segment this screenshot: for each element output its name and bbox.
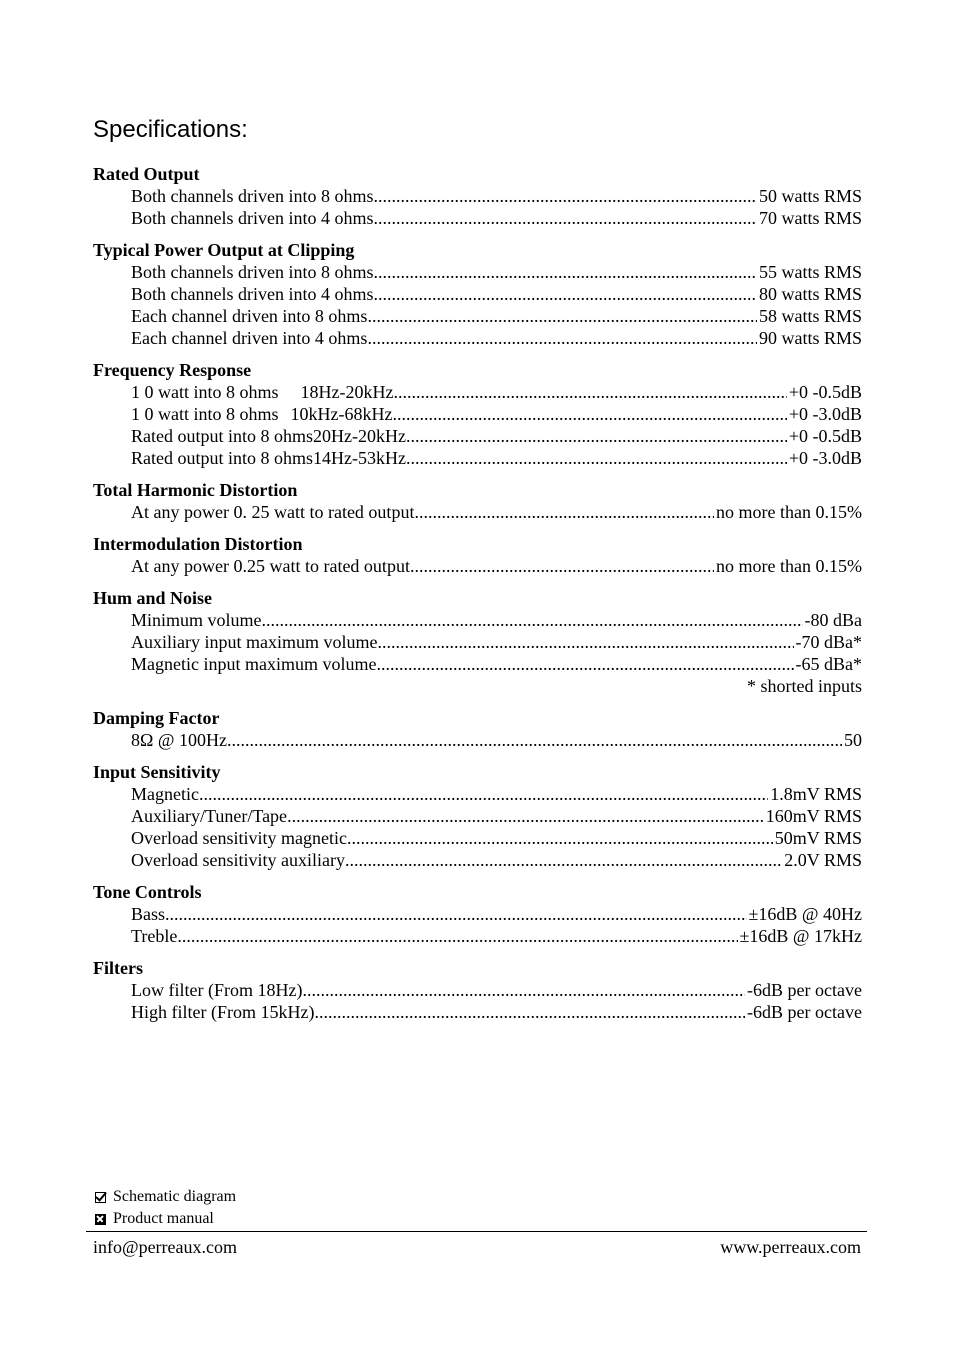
spec-section (93, 881, 862, 947)
spec-sub-label: 14Hz-53kHz (313, 448, 406, 468)
section-heading: Typical Power Output at Clipping (93, 240, 355, 260)
spec-row (93, 327, 862, 349)
checklist-item (93, 1208, 236, 1230)
dot-leader (227, 729, 842, 751)
spec-value: 50 (844, 730, 862, 750)
spec-label: 1 0 watt into 8 ohms (131, 382, 279, 402)
spec-value: -80 dBa (804, 610, 862, 630)
spec-row (93, 1001, 862, 1023)
spec-row (93, 447, 862, 469)
spec-label: Auxiliary input maximum volume (131, 632, 378, 652)
spec-label: Magnetic (131, 784, 199, 804)
dot-leader (406, 447, 787, 469)
spec-sub-label: 10kHz-68kHz (290, 404, 393, 424)
section-heading: Rated Output (93, 164, 200, 184)
spec-row (93, 381, 862, 403)
dot-leader (414, 501, 714, 523)
dot-leader (373, 185, 756, 207)
spec-label: Both channels driven into 4 ohms (131, 284, 374, 304)
spec-label: Magnetic input maximum volume (131, 654, 377, 674)
spec-value: +0 -3.0dB (788, 404, 862, 424)
spec-label: Rated output into 8 ohms (131, 426, 313, 446)
spec-label: Both channels driven into 8 ohms (131, 262, 374, 282)
checked-box-icon (95, 1192, 106, 1203)
dot-leader (262, 609, 803, 631)
contact-email[interactable]: info@perreaux.com (93, 1237, 238, 1257)
spec-label: Overload sensitivity magnetic (131, 828, 347, 848)
spec-label: Each channel driven into 8 ohms (131, 306, 368, 326)
spec-section (93, 761, 862, 871)
section-heading: Tone Controls (93, 882, 202, 902)
spec-value: no more than 0.15% (716, 556, 862, 576)
dot-leader (376, 653, 793, 675)
dot-leader (406, 425, 787, 447)
dot-leader (410, 555, 714, 577)
spec-value: 160mV RMS (765, 806, 862, 826)
footer-divider (86, 1231, 867, 1232)
spec-value: 50mV RMS (774, 828, 862, 848)
spec-row (93, 185, 862, 207)
spec-value: ±16dB @ 17kHz (739, 926, 862, 946)
spec-value: 50 watts RMS (758, 186, 862, 206)
dot-leader (302, 979, 745, 1001)
dot-leader (177, 925, 737, 947)
spec-row (93, 305, 862, 327)
spec-row (93, 729, 862, 751)
spec-value: -65 dBa* (795, 654, 862, 674)
spec-row (93, 283, 862, 305)
spec-label: Overload sensitivity auxiliary (131, 850, 345, 870)
spec-section (93, 707, 862, 751)
spec-section (93, 479, 862, 523)
dot-leader (373, 261, 756, 283)
spec-row (93, 653, 862, 675)
dot-leader (392, 403, 786, 425)
spec-row (93, 261, 862, 283)
spec-label: 1 0 watt into 8 ohms (131, 404, 279, 424)
crossed-box-icon (95, 1214, 106, 1225)
spec-value: +0 -3.0dB (788, 448, 862, 468)
dot-leader (165, 903, 747, 925)
spec-label: 8Ω @ 100Hz (131, 730, 227, 750)
spec-value: no more than 0.15% (716, 502, 862, 522)
document-checklist (93, 1186, 236, 1230)
spec-row (93, 979, 862, 1001)
page-title: Specifications: (93, 116, 248, 143)
spec-section (93, 163, 862, 229)
spec-value: 55 watts RMS (758, 262, 862, 282)
spec-label: High filter (From 15kHz) (131, 1002, 315, 1022)
spec-row (93, 403, 862, 425)
spec-label: At any power 0.25 watt to rated output (131, 556, 410, 576)
spec-value: 90 watts RMS (758, 328, 862, 348)
section-heading: Filters (93, 958, 143, 978)
spec-label: Auxiliary/Tuner/Tape (131, 806, 288, 826)
spec-section (93, 957, 862, 1023)
section-heading: Damping Factor (93, 708, 220, 728)
dot-leader (314, 1001, 745, 1023)
spec-label: Low filter (From 18Hz) (131, 980, 303, 1000)
specifications-list (93, 163, 862, 1033)
spec-row (93, 609, 862, 631)
section-heading: Input Sensitivity (93, 762, 221, 782)
dot-leader (373, 283, 756, 305)
spec-row (93, 207, 862, 229)
spec-section (93, 359, 862, 469)
spec-value: 80 watts RMS (758, 284, 862, 304)
dot-leader (393, 381, 786, 403)
spec-row (93, 631, 862, 653)
website-link[interactable]: www.perreaux.com (720, 1237, 861, 1257)
spec-row (93, 805, 862, 827)
spec-section (93, 533, 862, 577)
section-heading: Frequency Response (93, 360, 252, 380)
spec-value: -6dB per octave (747, 980, 862, 1000)
spec-label: Bass (131, 904, 166, 924)
spec-sub-label: 20Hz-20kHz (313, 426, 406, 446)
spec-label: Rated output into 8 ohms (131, 448, 313, 468)
spec-label: Each channel driven into 4 ohms (131, 328, 368, 348)
spec-row (93, 827, 862, 849)
spec-value: -70 dBa* (795, 632, 862, 652)
checklist-label: Schematic diagram (113, 1188, 237, 1205)
spec-row (93, 849, 862, 871)
dot-leader (377, 631, 793, 653)
spec-value: 1.8mV RMS (770, 784, 862, 804)
spec-row (93, 903, 862, 925)
spec-section (93, 587, 862, 697)
spec-row (93, 555, 862, 577)
spec-row (93, 501, 862, 523)
spec-value: +0 -0.5dB (788, 382, 862, 402)
spec-row (93, 783, 862, 805)
dot-leader (347, 827, 773, 849)
section-heading: Total Harmonic Distortion (93, 480, 298, 500)
spec-label: Minimum volume (131, 610, 262, 630)
spec-value: -6dB per octave (747, 1002, 862, 1022)
spec-value: +0 -0.5dB (788, 426, 862, 446)
section-heading: Hum and Noise (93, 588, 213, 608)
dot-leader (199, 783, 768, 805)
dot-leader (367, 327, 757, 349)
dot-leader (345, 849, 782, 871)
spec-value: 58 watts RMS (758, 306, 862, 326)
spec-row (93, 425, 862, 447)
spec-value: 2.0V RMS (784, 850, 862, 870)
checklist-label: Product manual (113, 1210, 214, 1227)
dot-leader (287, 805, 764, 827)
dot-leader (367, 305, 757, 327)
spec-label: At any power 0. 25 watt to rated output (131, 502, 415, 522)
spec-footnote: * shorted inputs (747, 676, 862, 696)
spec-label: Both channels driven into 4 ohms (131, 208, 374, 228)
dot-leader (373, 207, 756, 229)
spec-value: ±16dB @ 40Hz (748, 904, 862, 924)
spec-section (93, 239, 862, 349)
spec-sub-label: 18Hz-20kHz (300, 382, 394, 402)
spec-label: Treble (131, 926, 178, 946)
spec-label: Both channels driven into 8 ohms (131, 186, 374, 206)
spec-row (93, 925, 862, 947)
checklist-item (93, 1186, 236, 1208)
spec-value: 70 watts RMS (758, 208, 862, 228)
section-heading: Intermodulation Distortion (93, 534, 303, 554)
